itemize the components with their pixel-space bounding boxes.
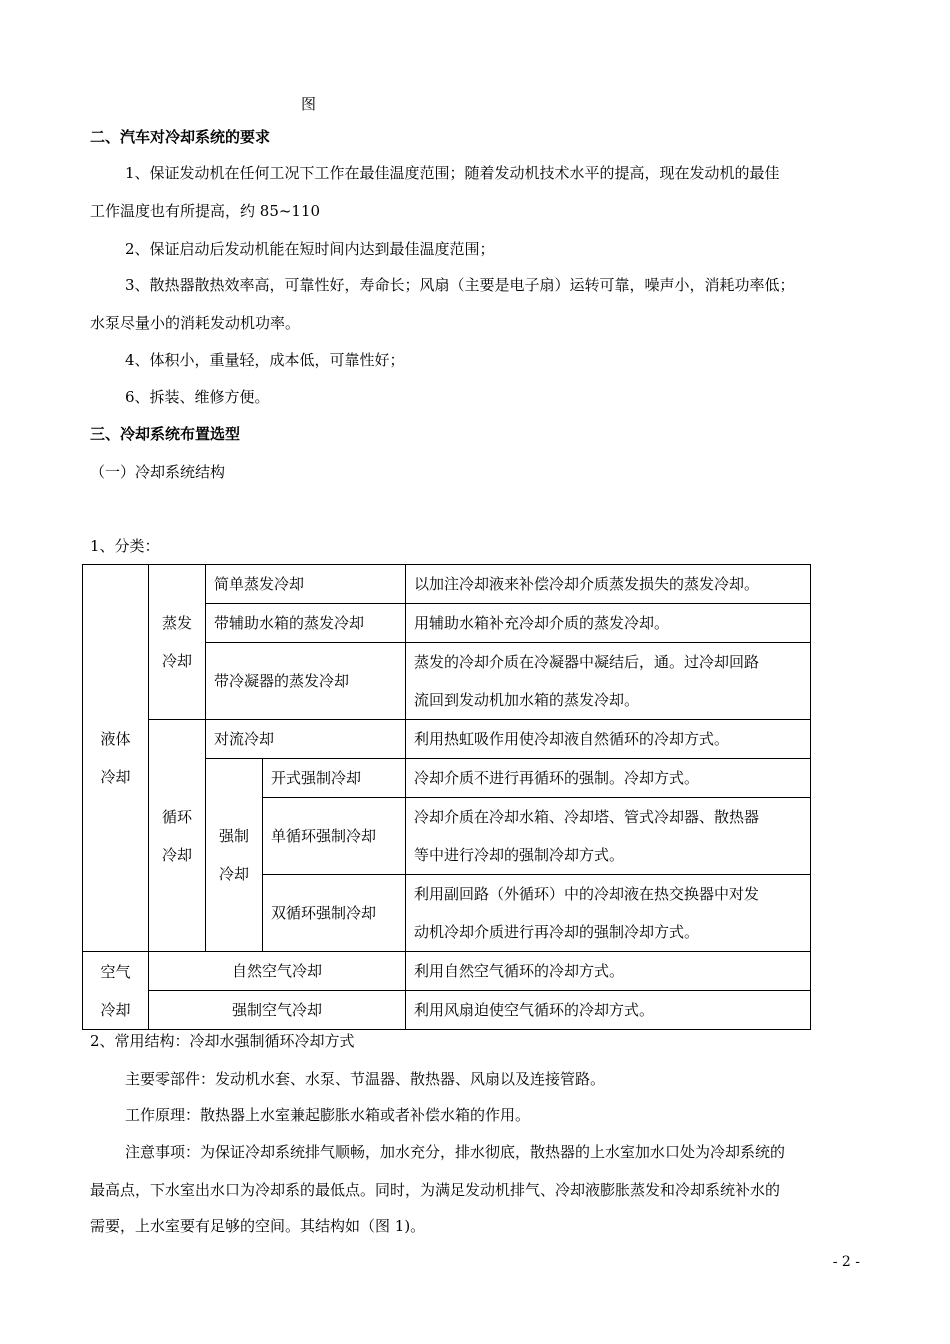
forced-label-1: 强制 [218, 827, 249, 845]
aux-tank-evaporative-desc: 用辅助水箱补充冷却介质的蒸发冷却。 [406, 604, 811, 643]
page-number: - 2 - [832, 1254, 860, 1270]
liquid-cooling-cell [83, 565, 149, 952]
note-line-2: 最高点，下水室出水口为冷却系的最低点。同时，为满足发动机排气、冷却液膨胀蒸发和冷却系统补水的 [90, 1181, 781, 1199]
paragraph-3-line-1: 3、散热器散热效率高，可靠性好，寿命长；风扇（主要是电子扇）运转可靠，噪声小，消耗功率低； [125, 276, 795, 294]
natural-air-desc: 利用自然空气循环的冷却方式。 [406, 952, 811, 991]
air-cooling-cell [83, 952, 149, 1030]
note-line-3: 需要，上水室要有足够的空间。其结构如（图 1)。 [90, 1217, 426, 1235]
condenser-evaporative-name: 带冷凝器的蒸发冷却 [206, 643, 406, 720]
dual-loop-forced-desc-1: 利用副回路（外循环）中的冷却液在热交换器中对发 [406, 875, 811, 914]
evaporative-cooling-cell [149, 565, 206, 720]
paragraph-1-line-2: 工作温度也有所提高，约 85~110 [90, 202, 321, 220]
paragraph-1-line-1: 1、保证发动机在任何工况下工作在最佳温度范围；随着发动机技术水平的提高，现在发动机的最佳 [125, 164, 780, 182]
forced-air-desc: 利用风扇迫使空气循环的冷却方式。 [406, 991, 811, 1030]
liquid-cooling-label-1: 液体 [100, 730, 131, 748]
convection-cooling-desc: 利用热虹吸作用使冷却液自然循环的冷却方式。 [406, 720, 811, 759]
single-loop-desc-line-1: 冷却介质在冷却水箱、冷却塔、管式冷却器、散热器 [414, 808, 760, 826]
section-heading-layout: 三、冷却系统布置选型 [90, 425, 241, 443]
dual-loop-forced-desc-2: 动机冷却介质进行再冷却的强制冷却方式。 [406, 913, 811, 952]
section-heading-requirements: 二、汽车对冷却系统的要求 [90, 128, 271, 146]
main-parts-line: 主要零部件：发动机水套、水泵、节温器、散热器、风扇以及连接管路。 [125, 1070, 606, 1088]
paragraph-6: 6、拆装、维修方便。 [125, 388, 270, 406]
table-row [83, 565, 811, 604]
dual-loop-forced-name: 双循环强制冷却 [263, 875, 406, 952]
air-cooling-label-1: 空气 [100, 962, 131, 981]
open-forced-name: 开式强制冷却 [263, 759, 406, 798]
forced-air-name: 强制空气冷却 [149, 991, 406, 1030]
convection-cooling-name: 对流冷却 [206, 720, 406, 759]
forced-cooling-cell [206, 759, 263, 952]
condenser-evaporative-desc-2: 流回到发动机加水箱的蒸发冷却。 [406, 681, 811, 720]
figure-caption: 图 [301, 95, 317, 113]
forced-label-2: 冷却 [218, 865, 249, 883]
evaporative-label-1: 蒸发 [161, 614, 192, 632]
air-cooling-label-2: 冷却 [100, 1000, 131, 1019]
common-structure-line: 2、常用结构：冷却水强制循环冷却方式 [90, 1032, 355, 1050]
single-loop-forced-desc [406, 798, 811, 875]
evaporative-label-2: 冷却 [161, 652, 192, 670]
liquid-cooling-label-2: 冷却 [100, 768, 131, 786]
paragraph-2: 2、保证启动后发动机能在短时间内达到最佳温度范围； [125, 240, 495, 258]
paragraph-4: 4、体积小，重量轻，成本低，可靠性好； [125, 351, 405, 369]
single-loop-desc-line-2: 等中进行冷却的强制冷却方式。 [414, 846, 625, 864]
table-row [83, 991, 811, 1030]
simple-evaporative-name: 简单蒸发冷却 [206, 565, 406, 604]
condenser-evaporative-desc-1: 蒸发的冷却介质在冷凝器中凝结后，通。过冷却回路 [406, 643, 811, 682]
subsection-heading-structure: （一）冷却系统结构 [90, 463, 226, 481]
natural-air-name: 自然空气冷却 [149, 952, 406, 991]
paragraph-3-line-2: 水泵尽量小的消耗发动机功率。 [90, 314, 301, 332]
aux-tank-evaporative-name: 带辅助水箱的蒸发冷却 [206, 604, 406, 643]
circulation-cooling-cell [149, 720, 206, 952]
simple-evaporative-desc: 以加注冷却液来补偿冷却介质蒸发损失的蒸发冷却。 [406, 565, 811, 604]
classification-label: 1、分类： [90, 537, 160, 555]
note-line-1: 注意事项：为保证冷却系统排气顺畅，加水充分，排水彻底，散热器的上水室加水口处为冷却系统的 [125, 1143, 786, 1161]
table-row [83, 952, 811, 991]
circulation-label-1: 循环 [161, 807, 192, 826]
cooling-classification-table [82, 564, 811, 1030]
open-forced-desc: 冷却介质不进行再循环的强制。冷却方式。 [406, 759, 811, 798]
working-principle-line: 工作原理：散热器上水室兼起膨胀水箱或者补偿水箱的作用。 [125, 1106, 531, 1124]
circulation-label-2: 冷却 [161, 845, 192, 864]
single-loop-forced-name: 单循环强制冷却 [263, 798, 406, 875]
table-row [83, 720, 811, 759]
